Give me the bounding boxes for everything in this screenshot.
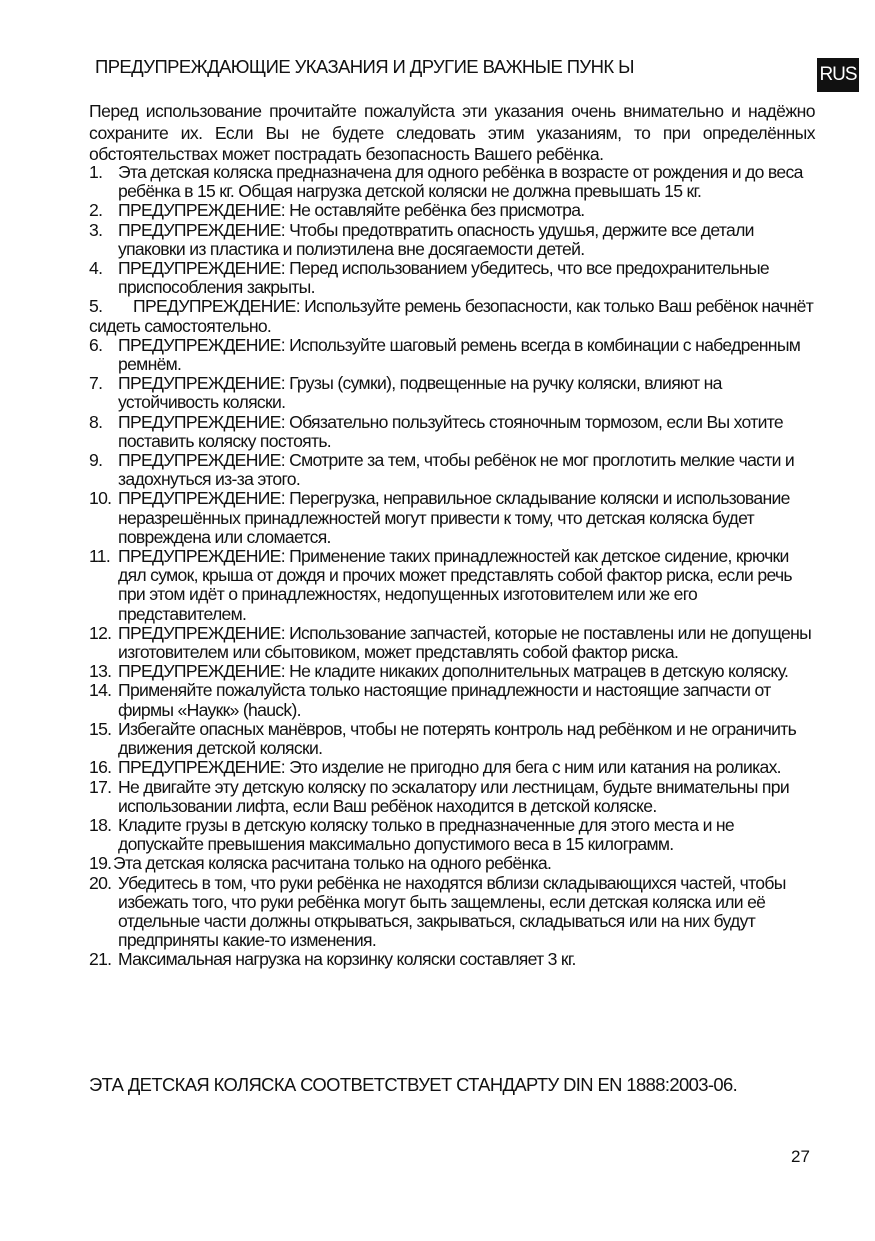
item-number: 14. [89,680,112,701]
item-number: 18. [89,814,112,835]
warnings-list [89,163,817,970]
list-item [89,778,817,816]
item-text: Убедитесь в том, что руки ребёнка не находятся вблизи складывающихся частей, чтобы избежать того, что руки ребёнка могут быть защемлены, если детская коляска или её отдельные части должны открываться, закрываться, складываться или на них будут предприняты какие-то изменения. [118,872,786,951]
list-item [89,854,817,873]
item-text: Максимальная нагрузка на корзинку коляски составляет 3 кг. [118,949,576,970]
item-text: ПРЕДУПРЕЖДЕНИЕ: Это изделие не пригодно для бега с ним или катания на роликах. [118,757,781,778]
item-number: 20. [89,872,112,893]
list-item [89,681,817,719]
item-text: ПРЕДУПРЕЖДЕНИЕ: Обязательно пользуйтесь стояночным тормозом, если Вы хотите поставить коляску постоять. [118,411,783,451]
item-number: 1. [89,162,103,182]
list-item [89,451,817,489]
item-text: ПРЕДУПРЕЖДЕНИЕ: Использование запчастей, которые не поставлены или не допущены изготовителем или сбытовиком, может представлять собой фактор риска. [118,622,812,663]
list-item [89,221,817,259]
item-text: Применяйте пожалуйста только настоящие принадлежности и настоящие запчасти от фирмы «Наукк» (hauck). [118,680,771,720]
list-item [89,624,817,662]
item-text: ПРЕДУПРЕЖДЕНИЕ: Смотрите за тем, чтобы ребёнок не мог проглотить мелкие части и задохнуться из-за этого. [118,450,795,490]
item-text: Избегайте опасных манёвров, чтобы не потерять контроль над ребёнком и не ограничить движения детской коляски. [118,718,797,759]
item-number: 11. [89,546,111,567]
item-text: ПРЕДУПРЕЖДЕНИЕ: Не кладите никаких дополнительных матрацев в детскую коляску. [118,661,789,682]
list-item [89,950,817,969]
item-number: 13. [89,661,112,682]
item-text: ПРЕДУПРЕЖДЕНИЕ: Не оставляйте ребёнка без присмотра. [118,200,585,221]
list-item [89,547,817,624]
list-item [89,163,817,201]
list-item [89,489,817,547]
item-text: Эта детская коляска предназначена для одного ребёнка в возрасте от рождения и до веса ребёнка в 15 кг. Общая нагрузка детской коляски не должна превышать 15 кг. [118,162,803,202]
item-text: ПРЕДУПРЕЖДЕНИЕ: Используйте шаговый ремень всегда в комбинации с набедренным ремнём. [118,334,801,375]
list-item [89,259,817,297]
item-number: 19. [89,853,112,874]
list-item [89,874,817,951]
standard-statement: ЭТА ДЕТСКАЯ КОЛЯСКА СООТВЕТСТВУЕТ СТАНДАРТУ DIN EN 1888:2003-06. [89,1074,738,1095]
item-text: ПРЕДУПРЕЖДЕНИЕ: Перед использованием убедитесь, что все предохранительные приспособления закрыты. [118,258,770,298]
list-item [89,662,817,681]
list-item [89,758,817,777]
language-badge: RUS [817,58,859,92]
list-item [89,297,817,335]
list-item [89,374,817,412]
item-number: 10. [89,488,112,509]
list-item [89,413,817,451]
item-text: Не двигайте эту детскую коляску по эскалатору или лестницам, будьте внимательны при использовании лифта, если Ваш ребёнок находится в детской коляске. [118,776,789,816]
item-number: 21. [89,949,112,970]
item-number: 8. [89,411,103,432]
item-text: ПРЕДУПРЕЖДЕНИЕ: Перегрузка, неправильное складывание коляски и использование неразрешённых принадлежностей могут привести к тому, что детская коляска будет повреждена или сломается. [118,488,790,547]
item-number: 12. [89,622,112,643]
list-item [89,816,817,854]
item-number: 3. [89,219,103,240]
item-text: ПРЕДУПРЕЖДЕНИЕ: Чтобы предотвратить опасность удушья, держите все детали упаковки из пластика и полиэтилена вне досягаемости детей. [118,219,754,259]
list-item [89,720,817,758]
page-title: ПРЕДУПРЕЖДАЮЩИЕ УКАЗАНИЯ И ДРУГИЕ ВАЖНЫЕ ПУНК Ы [95,56,634,77]
item-number: 2. [89,200,103,221]
item-number: 7. [89,373,103,394]
item-text: Эта детская коляска расчитана только на одного ребёнка. [113,853,552,874]
item-number: 15. [89,718,112,739]
item-number: 6. [89,334,103,355]
item-number: 17. [89,776,112,797]
item-number: 16. [89,757,112,778]
intro-paragraph: Перед использование прочитайте пожалуйста эти указания очень внимательно и надёжно сохраните их. Если Вы не будете следовать этим указаниям, то при определённых обстоятельствах может пострадать безопасность Вашего ребёнка. [89,101,815,164]
item-text: ПРЕДУПРЕЖДЕНИЕ: Грузы (сумки), подвещенные на ручку коляски, влияют на устойчивость коляски. [118,373,722,413]
item-text: ПРЕДУПРЕЖДЕНИЕ: Используйте ремень безопасности, как только Ваш ребёнок начнёт сидеть самостоятельно. [89,296,814,336]
item-number: 5. [89,296,103,317]
item-text: ПРЕДУПРЕЖДЕНИЕ: Применение таких принадлежностей как детское сидение, крючки дял сумок, крыша от дождя и прочих может представлять собой фактор риска, если речь при этом идёт о принадлежностях, недопущенных изготовителем или же его представителем. [118,546,792,624]
page-number: 27 [791,1147,810,1166]
item-number: 4. [89,258,103,279]
item-number: 9. [89,450,103,471]
list-item [89,201,817,220]
item-text: Кладите грузы в детскую коляску только в предназначенные для этого места и не допускайте превышения максимально допустимого веса в 15 килограмм. [118,814,734,855]
list-item [89,336,817,374]
